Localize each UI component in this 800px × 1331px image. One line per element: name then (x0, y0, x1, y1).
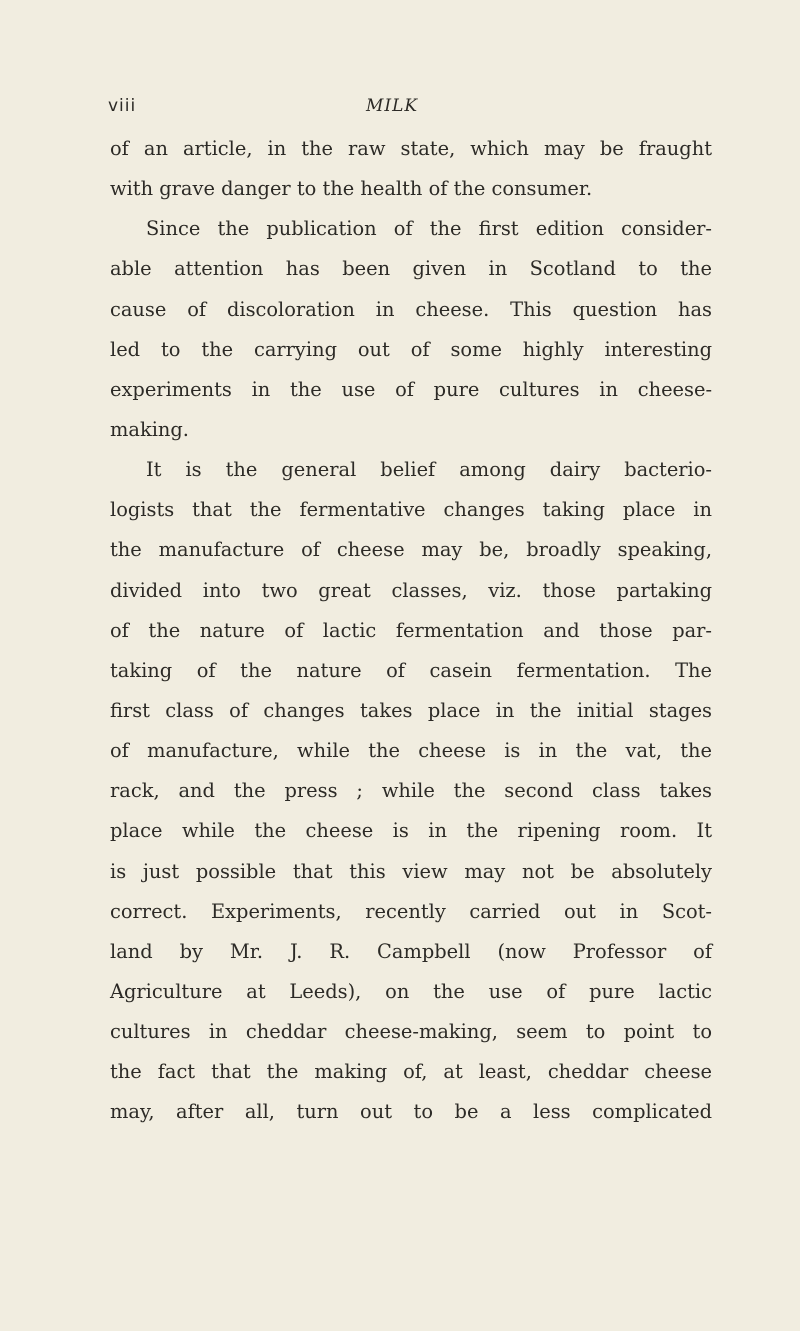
text-line: land by Mr. J. R. Campbell (now Professor of (110, 939, 712, 963)
text-line: led to the carrying out of some highly interesting (110, 337, 712, 361)
running-head (108, 96, 708, 126)
text-line: It is the general belief among dairy bacterio- (146, 458, 712, 482)
text-line: is just possible that this view may not be absolutely (110, 859, 712, 883)
text-line: the manufacture of cheese may be, broadly speaking, (110, 538, 712, 562)
text-line: cause of discoloration in cheese. This question has (110, 297, 712, 321)
text-line: Agriculture at Leeds), on the use of pure lactic (110, 979, 712, 1003)
text-line: cultures in cheddar cheese-making, seem to point to (110, 1020, 712, 1044)
page-number: viii (108, 96, 137, 116)
text-line: place while the cheese is in the ripening room. It (110, 819, 712, 843)
body-text (110, 129, 712, 1133)
text-line: of the nature of lactic fermentation and those par- (110, 618, 712, 642)
text-line: Since the publication of the first edition consider- (146, 217, 712, 241)
text-line: making. (110, 417, 189, 441)
text-line: experiments in the use of pure cultures in cheese- (110, 377, 712, 401)
text-line: may, after all, turn out to be a less complicated (110, 1100, 712, 1124)
text-line: the fact that the making of, at least, cheddar cheese (110, 1060, 712, 1084)
text-line: divided into two great classes, viz. those partaking (110, 578, 712, 602)
text-line: logists that the fermentative changes taking place in (110, 498, 712, 522)
text-line: with grave danger to the health of the consumer. (110, 177, 593, 201)
text-line: of manufacture, while the cheese is in the vat, the (110, 739, 712, 763)
text-line: of an article, in the raw state, which may be fraught (110, 137, 712, 160)
text-line: first class of changes takes place in the initial stages (110, 698, 712, 722)
text-line: correct. Experiments, recently carried out in Scot- (110, 899, 712, 923)
text-line: taking of the nature of casein fermentation. The (110, 658, 712, 682)
running-title: MILK (366, 96, 419, 116)
text-line: able attention has been given in Scotland to the (110, 257, 712, 281)
text-line: rack, and the press ; while the second class takes (110, 779, 712, 803)
